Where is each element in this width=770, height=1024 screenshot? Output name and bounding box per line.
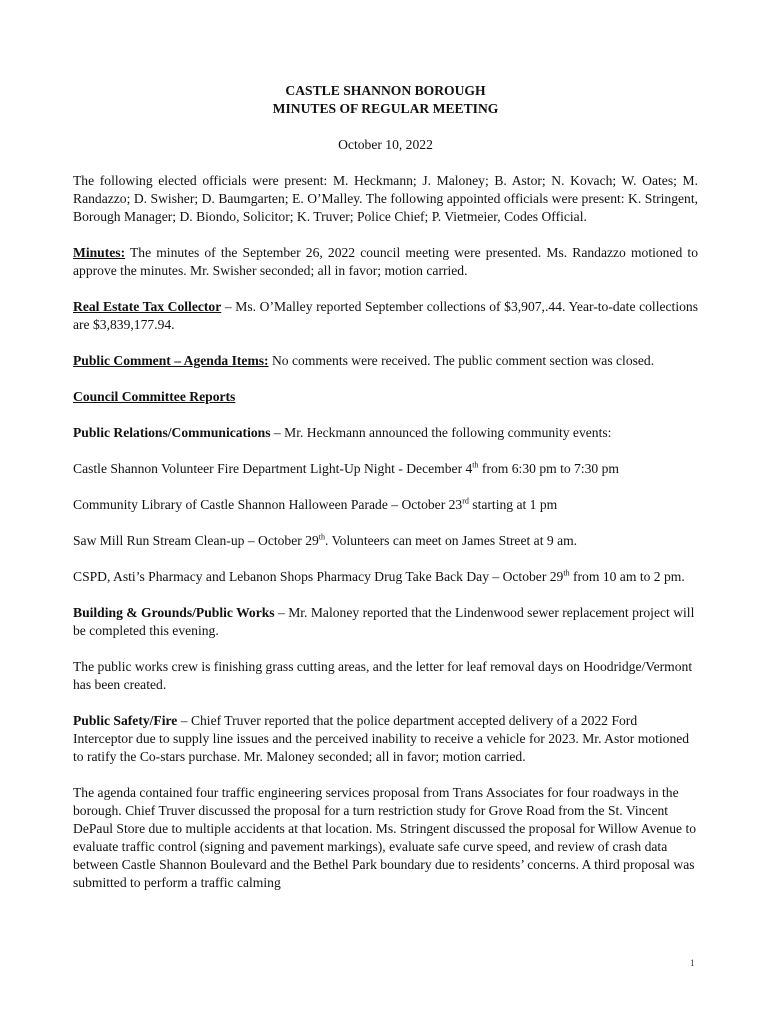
public-safety-label: Public Safety/Fire — [73, 713, 178, 728]
event-item: CSPD, Asti’s Pharmacy and Lebanon Shops Pharmacy Drug Take Back Day – October 29th from 10 am to 2 pm. — [73, 568, 685, 584]
event-item: Saw Mill Run Stream Clean-up – October 29th. Volunteers can meet on James Street at 9 am. — [73, 532, 578, 548]
page-number: 1 — [690, 958, 695, 968]
public-works-paragraph-2: The public works crew is finishing grass cutting areas, and the letter for leaf removal days on Hoodridge/Vermont has been created. — [73, 659, 693, 692]
public-comment-label: Public Comment – Agenda Items: — [73, 353, 269, 368]
minutes-label: Minutes: — [73, 245, 126, 260]
public-relations-paragraph — [73, 424, 698, 442]
minutes-text: The minutes of the September 26, 2022 council meeting were presented. Ms. Randazzo motioned to approve the minutes. Mr. Swisher seconded; all in favor; motion carried. — [73, 245, 698, 278]
public-works-paragraph — [73, 604, 698, 640]
minutes-paragraph — [73, 244, 698, 280]
public-relations-text: – Mr. Heckmann announced the following community events: — [270, 425, 612, 440]
event-item: Community Library of Castle Shannon Halloween Parade – October 23rd starting at 1 pm — [73, 496, 558, 512]
public-comment-text: No comments were received. The public comment section was closed. — [268, 353, 655, 368]
public-safety-paragraph — [73, 712, 698, 766]
public-safety-paragraph-2: The agenda contained four traffic engineering services proposal from Trans Associates for four roadways in the borough. Chief Truver discussed the proposal for a turn restriction study for Grove Road from the St. Vincent DePaul Store due to multiple accidents at that location. Ms. Stringent discussed the proposal for Willow Avenue to evaluate traffic control (signing and pavement markings), evaluate safe curve speed, and review of crash data between Castle Shannon Boulevard and the Bethel Park boundary due to residents’ concerns. A third proposal was submitted to perform a traffic calming — [73, 785, 697, 890]
event-item: Castle Shannon Volunteer Fire Department Light-Up Night - December 4th from 6:30 pm to 7:30 pm — [73, 460, 619, 476]
tax-collector-text: – Ms. O’Malley reported September collections of $3,907,.44. Year-to-date collections are $3,839,177.94. — [73, 299, 698, 332]
meeting-date: October 10, 2022 — [338, 137, 433, 152]
committee-heading: Council Committee Reports — [73, 389, 236, 404]
attendance-paragraph: The following elected officials were present: M. Heckmann; J. Maloney; B. Astor; N. Kovach; W. Oates; M. Randazzo; D. Swisher; D. Baumgarten; E. O’Malley. The following appointed officials were present: K. Stringent, Borough Manager; D. Biondo, Solicitor; K. Truver; Police Chief; P. Vietmeier, Codes Official. — [73, 173, 698, 224]
public-works-label: Building & Grounds/Public Works — [73, 605, 275, 620]
public-comment-paragraph — [73, 352, 698, 370]
tax-collector-paragraph — [73, 298, 698, 334]
tax-collector-label: Real Estate Tax Collector — [73, 299, 222, 314]
document-page — [73, 82, 698, 892]
public-relations-label: Public Relations/Communications — [73, 425, 271, 440]
public-works-text: – Mr. Maloney reported that the Lindenwood sewer replacement project will be completed this evening. — [73, 605, 695, 638]
public-safety-text: – Chief Truver reported that the police department accepted delivery of a 2022 Ford Interceptor due to supply line issues and the perceived inability to receive a vehicle for 2023. Mr. Astor motioned to ratify the Co-stars purchase. Mr. Maloney seconded; all in favor; motion carried. — [73, 713, 690, 764]
borough-title: CASTLE SHANNON BOROUGH — [285, 83, 486, 98]
meeting-title: MINUTES OF REGULAR MEETING — [272, 101, 499, 116]
